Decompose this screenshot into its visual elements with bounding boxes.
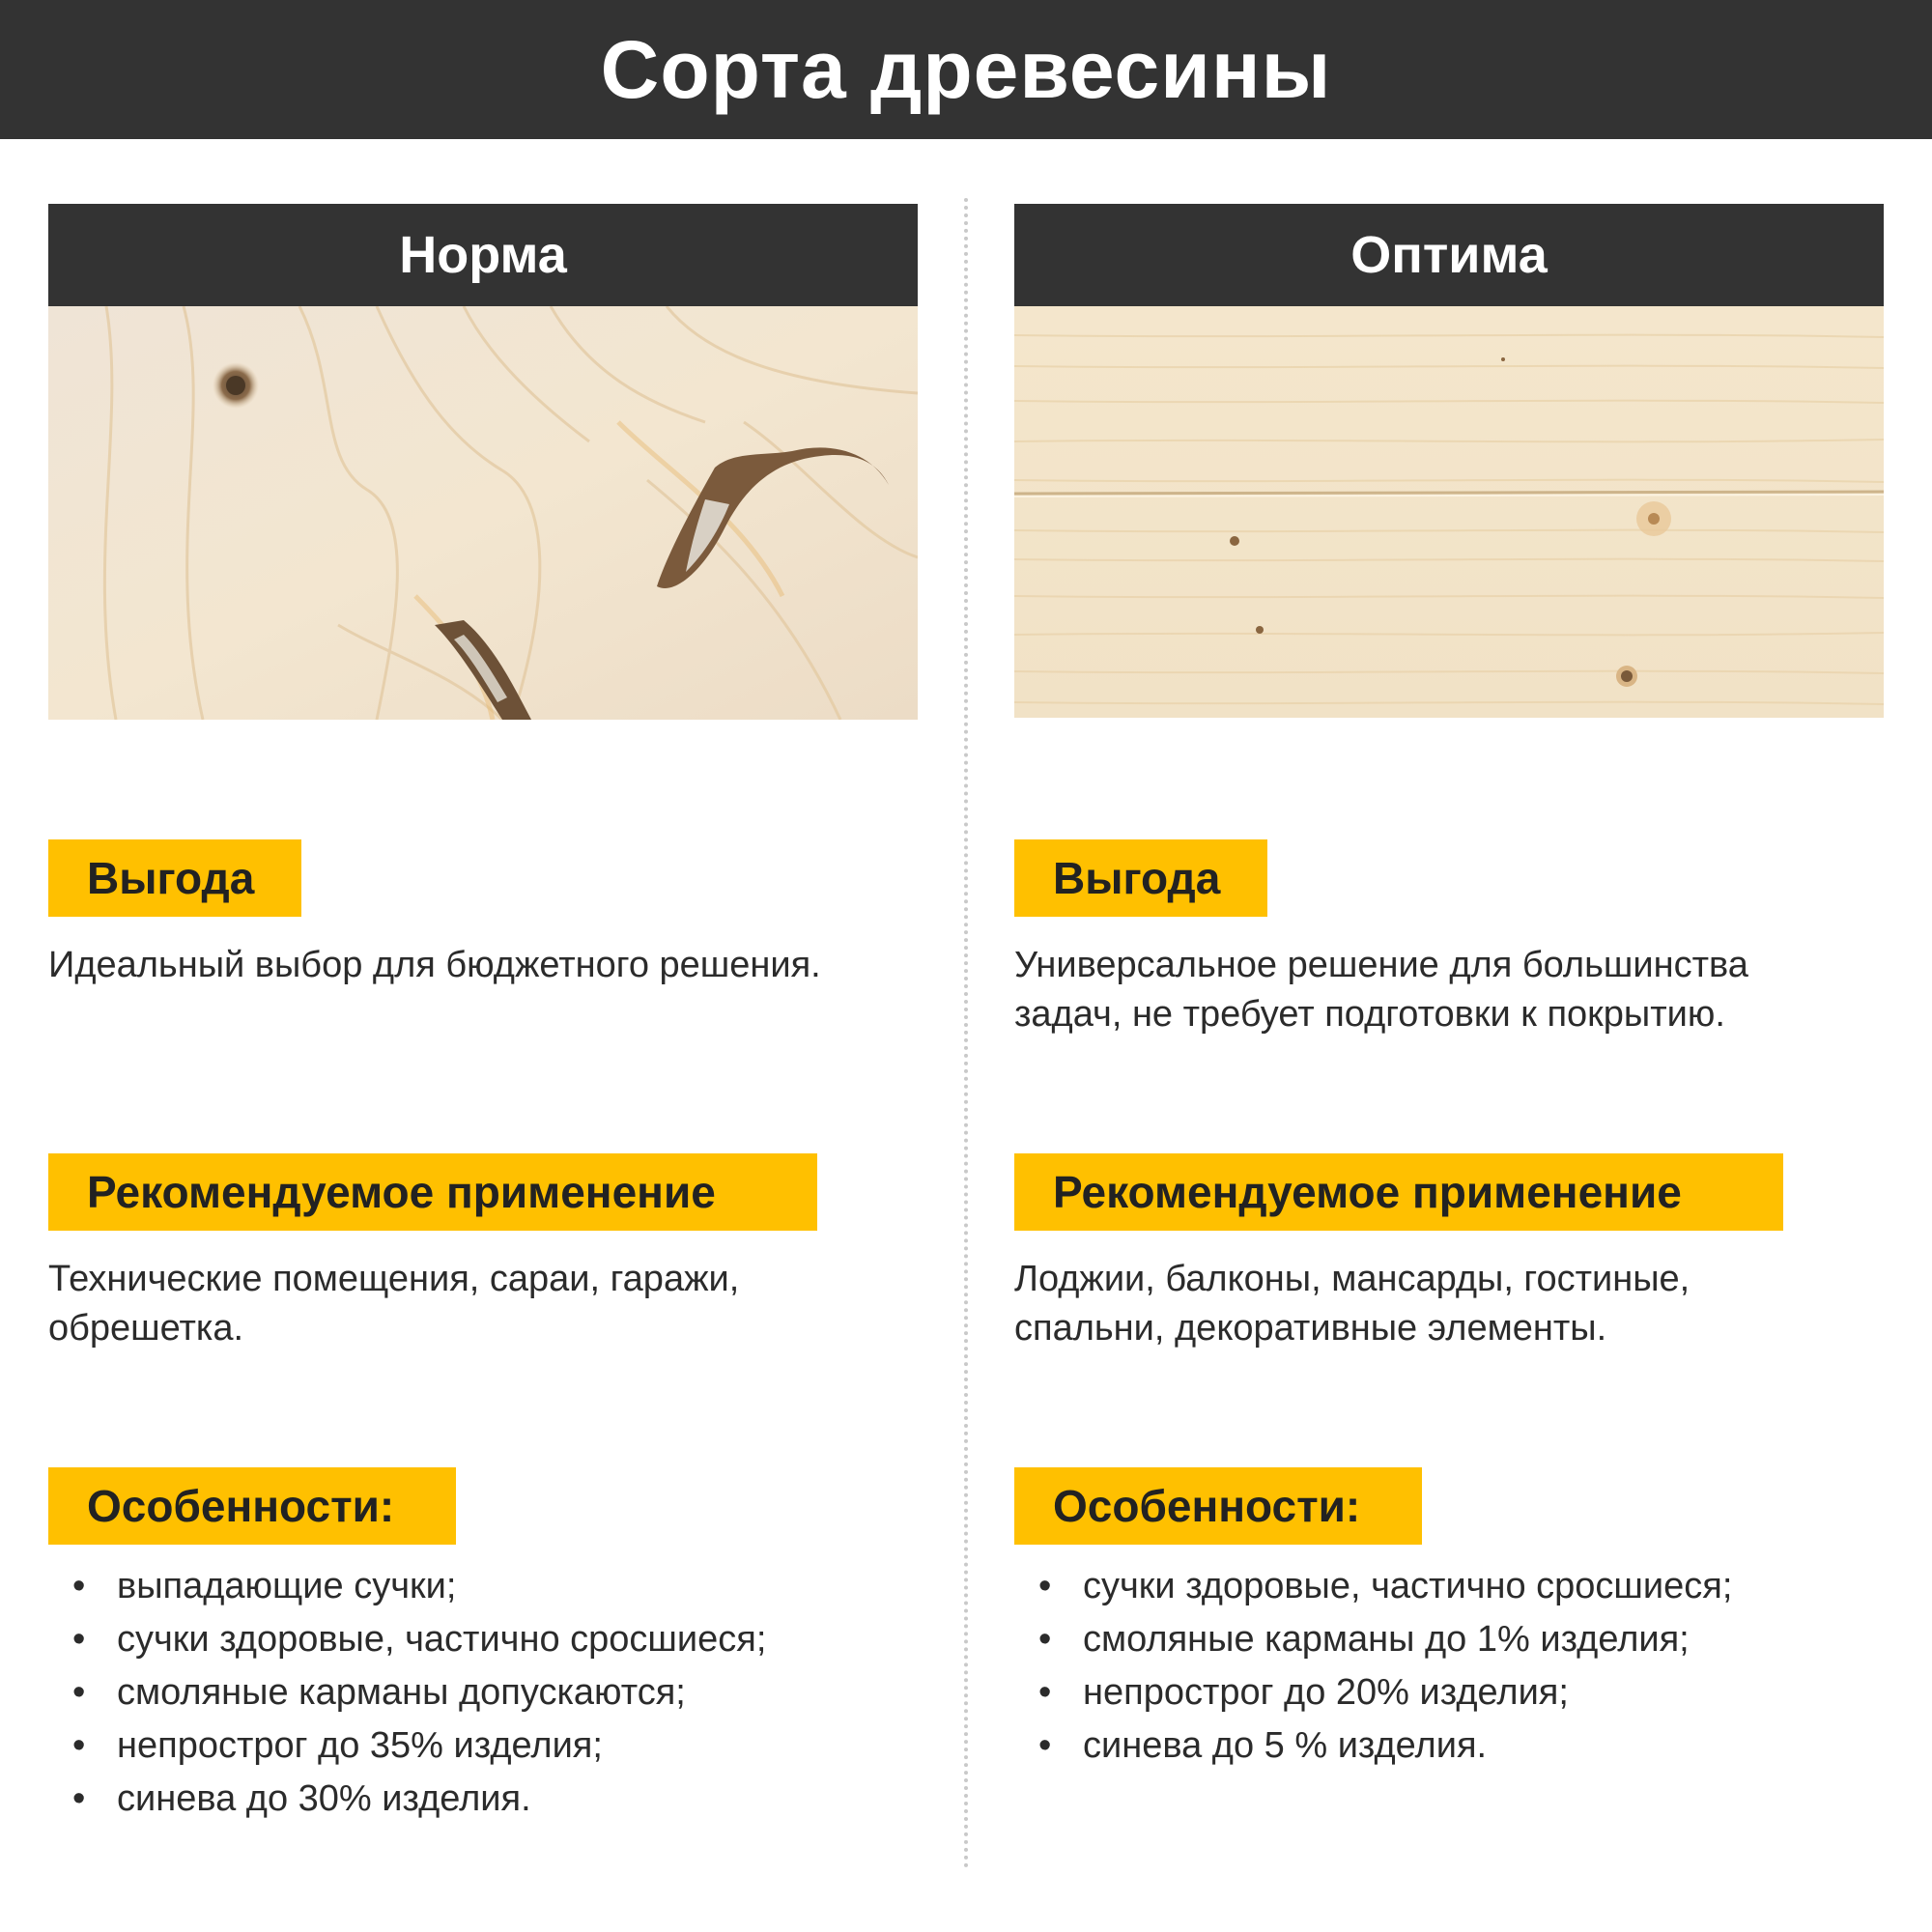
features-label: Особенности: [1014,1467,1422,1545]
list-item: • сучки здоровые, частично сросшиеся; [1083,1560,1914,1613]
benefit-text: Идеальный выбор для бюджетного решения. [48,945,821,985]
grade-header [48,204,918,306]
features-list [1014,1560,1914,1773]
list-item: • сучки здоровые, частично сросшиеся; [117,1613,948,1666]
grade-column-norma [48,204,918,1819]
list-item: • смоляные карманы допускаются; [117,1666,948,1719]
list-item: • непрострог до 35% изделия; [117,1719,948,1773]
list-item: • синева до 5 % изделия. [1083,1719,1914,1773]
column-divider [964,198,968,1869]
list-item: • выпадающие сучки; [117,1560,948,1613]
features-label: Особенности: [48,1467,456,1545]
usage-text: Технические помещения, сараи, гаражи, обрешетка. [48,1259,740,1349]
grade-header [1014,204,1884,306]
wood-sample-image [48,306,918,720]
wood-sample-image [1014,306,1884,718]
grade-name: Норма [399,226,567,284]
grade-name: Оптима [1350,226,1548,284]
usage-text: Лоджии, балконы, мансарды, гостиные, спальни, декоративные элементы. [1014,1259,1690,1349]
grade-column-optima [1014,204,1884,1766]
list-item: • непрострог до 20% изделия; [1083,1666,1914,1719]
benefit-text: Универсальное решение для большинства задач, не требует подготовки к покрытию. [1014,945,1748,1035]
list-item: • синева до 30% изделия. [117,1773,948,1826]
features-list [48,1560,948,1826]
benefit-label: Выгода [1014,839,1267,917]
header-bar [0,0,1932,139]
usage-label: Рекомендуемое применение [1014,1153,1783,1231]
page-title: Сорта древесины [600,23,1332,115]
benefit-label: Выгода [48,839,301,917]
list-item: • смоляные карманы до 1% изделия; [1083,1613,1914,1666]
usage-label: Рекомендуемое применение [48,1153,817,1231]
